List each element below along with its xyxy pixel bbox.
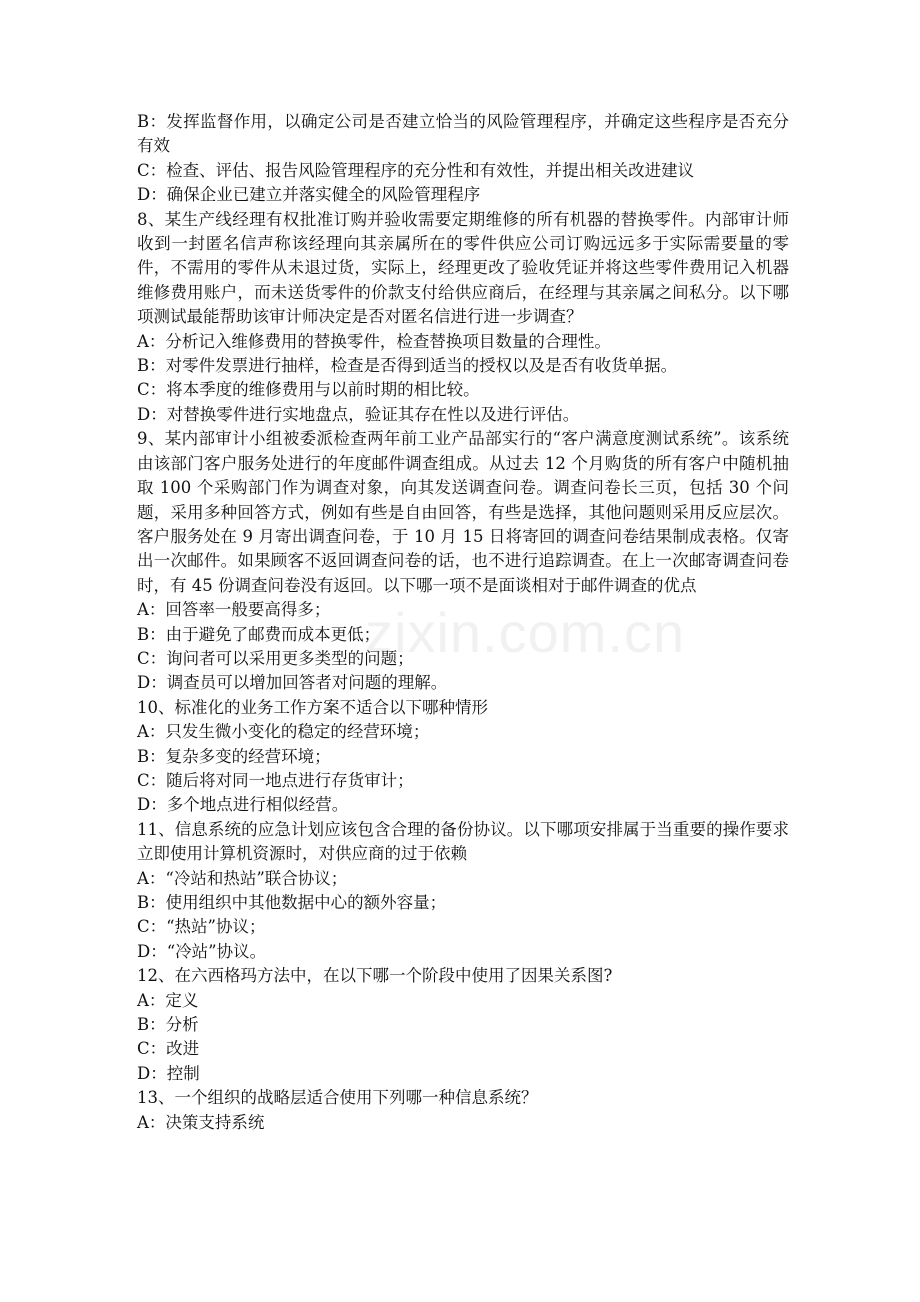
watermark: zixin.com.cn xyxy=(365,601,686,664)
q7-option-b: B：发挥监督作用，以确定公司是否建立恰当的风险管理程序，并确定这些程序是否充分有效 xyxy=(137,112,789,156)
q10-option-b: B：复杂多变的经营环境； xyxy=(137,746,331,766)
q7-option-d: D：确保企业已建立并落实健全的风险管理程序 xyxy=(137,185,481,205)
q12-option-d: D：控制 xyxy=(137,1063,200,1083)
q13-stem: 13、一个组织的战略层适合使用下列哪一种信息系统？ xyxy=(137,1088,538,1108)
q11-option-b: B：使用组织中其他数据中心的额外容量； xyxy=(137,893,447,912)
q8-stem: 8、某生产线经理有权批准订购并验收需要定期维修的所有机器的替换零件。内部审计师收到一封匿名信声称该经理向其亲属所在的零件供应公司订购远远多于实际需要量的零件，不需用的零件从未退过货，实际上，经理更改了验收凭证并将这些零件费用记入机器维修费用账户，而未送货零件的价款支付给供应商后，在经理与其亲属之间私分。以下哪项测试最能帮助该审计师决定是否对匿名信进行进一步调查？ xyxy=(137,209,789,327)
q10-option-d: D：多个地点进行相似经营。 xyxy=(137,795,349,815)
q10-option-a: A：只发生微小变化的稳定的经营环境； xyxy=(137,722,430,742)
q12-option-a: A：定义 xyxy=(137,990,199,1010)
q11-option-d: D：“冷站”协议。 xyxy=(137,941,267,961)
q7-option-c: C：检查、评估、报告风险管理程序的充分性和有效性，并提出相关改进建议 xyxy=(137,160,695,180)
q9-option-d: D：调查员可以增加回答者对问题的理解。 xyxy=(137,673,448,693)
q9-stem: 9、某内部审计小组被委派检查两年前工业产品部实行的“客户满意度测试系统”。该系统由该部门客户服务处进行的年度邮件调查组成。从过去 12 个月购货的所有客户中随机抽取 100 个采购部门作为调查对象，向其发送调查问卷。调查问卷长三页，包括 30 个问题，采用多种回答方式，例如有些是自由回答，有些是选择，其他问题则采用反应层次。客户服务处在 9 月寄出调查问卷，于 10 月 15 日将寄回的调查问卷结果制成表格。仅寄出一次邮件。如果顾客不返回调查问卷的话，也不进行追踪调查。在上一次邮寄调查问卷时，有 45 份调查问卷没有返回。以下哪一项不是面谈相对于邮件调查的优点 xyxy=(137,429,789,595)
q8-option-b: B：对零件发票进行抽样，检查是否得到适当的授权以及是否有收货单据。 xyxy=(137,356,678,376)
q8-option-c: C：将本季度的维修费用与以前时期的相比较。 xyxy=(137,380,480,400)
document-body xyxy=(137,110,789,1135)
q8-option-a: A：分析记入维修费用的替换零件，检查替换项目数量的合理性。 xyxy=(137,331,611,351)
q11-stem: 11、信息系统的应急计划应该包含合理的备份协议。以下哪项安排属于当重要的操作要求立即使用计算机资源时，对供应商的过于依赖 xyxy=(137,819,789,864)
q9-option-b: B：由于避免了邮费而成本更低； xyxy=(137,624,381,644)
q13-option-a: A：决策支持系统 xyxy=(137,1112,265,1132)
q9-option-a: A：回答率一般要高得多； xyxy=(137,600,331,620)
q9-option-c: C：询问者可以采用更多类型的问题； xyxy=(137,648,414,668)
q11-option-a: A：“冷站和热站”联合协议； xyxy=(137,868,348,888)
q10-option-c: C：随后将对同一地点进行存货审计； xyxy=(137,770,414,790)
q12-option-b: B：分析 xyxy=(137,1015,199,1035)
q11-option-c: C：“热站”协议； xyxy=(137,917,266,937)
q10-stem: 10、标准化的业务工作方案不适合以下哪种情形 xyxy=(137,697,488,717)
q12-option-c: C：改进 xyxy=(137,1039,200,1059)
q12-stem: 12、在六西格玛方法中，在以下哪一个阶段中使用了因果关系图? xyxy=(137,966,613,986)
q8-option-d: D：对替换零件进行实地盘点，验证其存在性以及进行评估。 xyxy=(137,404,580,424)
